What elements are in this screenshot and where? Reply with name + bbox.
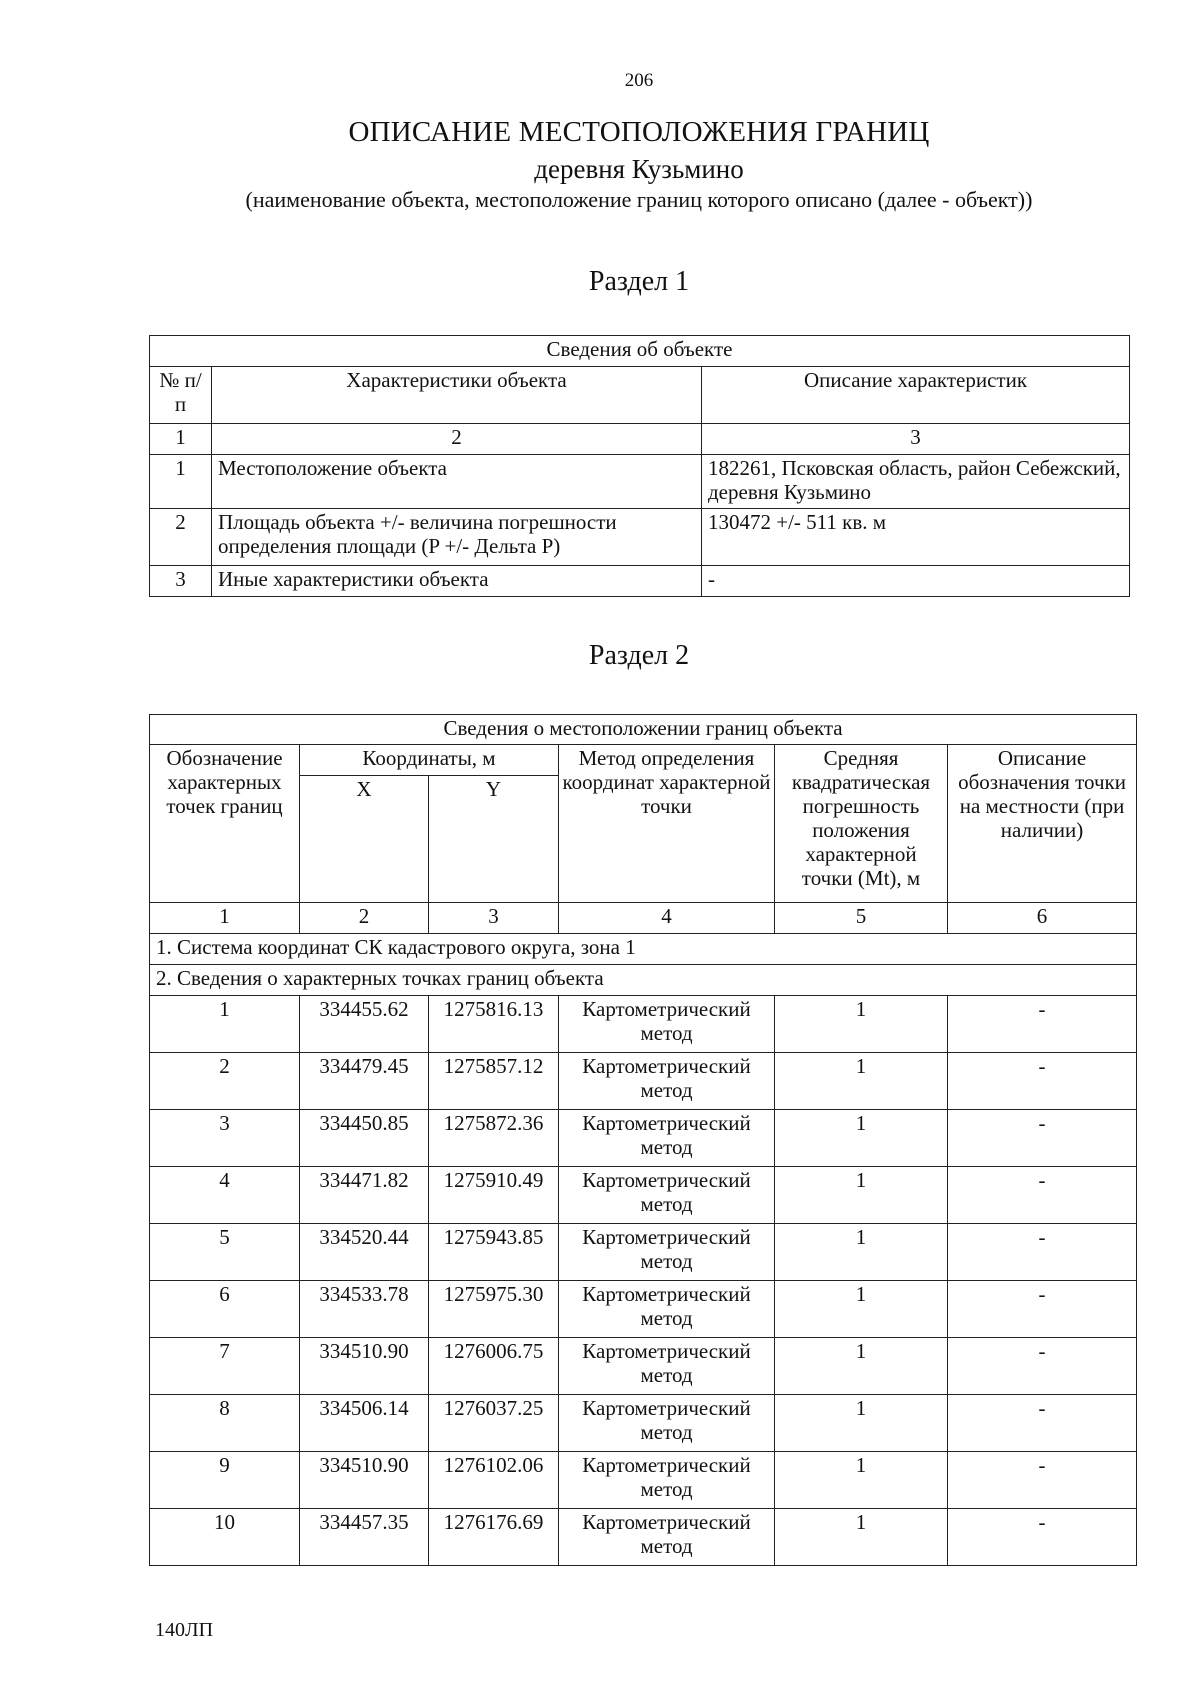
section2-title: Раздел 2 [588,640,690,671]
page-number: 206 [624,70,654,91]
table-row [150,1281,1137,1338]
description-cell: - [948,1110,1137,1167]
header-characteristic: Характеристики объекта [212,367,702,424]
method-cell: Картометрический метод [559,996,775,1053]
description-cell: - [948,1395,1137,1452]
method-cell: Картометрический метод [559,1224,775,1281]
header-description: Описание обозначения точки на местности (при наличии) [948,745,1137,903]
table-row [150,1338,1137,1395]
method-cell: Картометрический метод [559,1509,775,1566]
point-cell: 10 [150,1509,300,1566]
point-cell: 7 [150,1338,300,1395]
y-cell: 1275857.12 [429,1053,559,1110]
point-cell: 1 [150,996,300,1053]
x-cell: 334455.62 [300,996,429,1053]
table-row [150,1452,1137,1509]
object-info-table [149,335,1130,597]
description-cell: - [948,1053,1137,1110]
header-error: Средняя квадратическая погрешность положения характерной точки (Mt), м [775,745,948,903]
table-row [150,1224,1137,1281]
column-number: 4 [559,903,775,934]
x-cell: 334506.14 [300,1395,429,1452]
point-cell: 2 [150,1053,300,1110]
error-cell: 1 [775,1281,948,1338]
header-method: Метод определения координат характерной точки [559,745,775,903]
error-cell: 1 [775,1395,948,1452]
coordinate-system-row: 1. Система координат СК кадастрового округа, зона 1 [150,934,1137,965]
description-cell: - [948,1224,1137,1281]
error-cell: 1 [775,1224,948,1281]
header-y: Y [429,776,559,903]
points-caption-row: 2. Сведения о характерных точках границ объекта [150,965,1137,996]
point-cell: 4 [150,1167,300,1224]
boundary-points-table [149,714,1137,1566]
object-name: деревня Кузьмино [534,154,744,184]
section1-title: Раздел 1 [588,266,690,297]
point-cell: 3 [150,1110,300,1167]
description-cell: - [948,1338,1137,1395]
method-cell: Картометрический метод [559,1110,775,1167]
table-row [150,509,1130,566]
footer-code: 140ЛП [155,1619,214,1641]
table-row [150,996,1137,1053]
y-cell: 1275943.85 [429,1224,559,1281]
error-cell: 1 [775,996,948,1053]
y-cell: 1276102.06 [429,1452,559,1509]
error-cell: 1 [775,1110,948,1167]
y-cell: 1275910.49 [429,1167,559,1224]
table-row [150,1395,1137,1452]
header-number: № п/п [150,367,212,424]
y-cell: 1276176.69 [429,1509,559,1566]
column-number: 1 [150,424,212,455]
column-number: 3 [429,903,559,934]
header-x: X [300,776,429,903]
point-cell: 6 [150,1281,300,1338]
x-cell: 334510.90 [300,1338,429,1395]
method-cell: Картометрический метод [559,1281,775,1338]
table-row [150,1167,1137,1224]
table-row [150,1509,1137,1566]
table-row [150,566,1130,597]
description-cell: - [948,996,1137,1053]
column-number: 2 [300,903,429,934]
column-number: 6 [948,903,1137,934]
row-number: 1 [150,455,212,509]
description-cell: - [948,1167,1137,1224]
description-cell: - [948,1452,1137,1509]
column-number: 1 [150,903,300,934]
error-cell: 1 [775,1509,948,1566]
row-number: 3 [150,566,212,597]
table-row [150,1110,1137,1167]
header-description: Описание характеристик [702,367,1130,424]
description-cell: 182261, Псковская область, район Себежский, деревня Кузьмино [702,455,1130,509]
error-cell: 1 [775,1338,948,1395]
column-number: 5 [775,903,948,934]
point-cell: 8 [150,1395,300,1452]
method-cell: Картометрический метод [559,1338,775,1395]
object-caption: (наименование объекта, местоположение границ которого описано (далее - объект)) [245,187,1033,212]
description-cell: - [702,566,1130,597]
document-title: ОПИСАНИЕ МЕСТОПОЛОЖЕНИЯ ГРАНИЦ [348,116,930,148]
y-cell: 1276037.25 [429,1395,559,1452]
y-cell: 1275816.13 [429,996,559,1053]
description-cell: - [948,1281,1137,1338]
table-row [150,1053,1137,1110]
y-cell: 1276006.75 [429,1338,559,1395]
column-number: 3 [702,424,1130,455]
x-cell: 334479.45 [300,1053,429,1110]
method-cell: Картометрический метод [559,1167,775,1224]
header-point: Обозначение характерных точек границ [150,745,300,903]
point-cell: 5 [150,1224,300,1281]
method-cell: Картометрический метод [559,1452,775,1509]
characteristic-cell: Местоположение объекта [212,455,702,509]
table-title: Сведения об объекте [150,336,1130,367]
header-coordinates: Координаты, м [300,745,559,776]
error-cell: 1 [775,1053,948,1110]
method-cell: Картометрический метод [559,1395,775,1452]
table-title: Сведения о местоположении границ объекта [150,715,1137,745]
x-cell: 334533.78 [300,1281,429,1338]
x-cell: 334471.82 [300,1167,429,1224]
x-cell: 334457.35 [300,1509,429,1566]
characteristic-cell: Иные характеристики объекта [212,566,702,597]
y-cell: 1275975.30 [429,1281,559,1338]
error-cell: 1 [775,1167,948,1224]
column-number: 2 [212,424,702,455]
table-row [150,455,1130,509]
error-cell: 1 [775,1452,948,1509]
x-cell: 334450.85 [300,1110,429,1167]
y-cell: 1275872.36 [429,1110,559,1167]
x-cell: 334520.44 [300,1224,429,1281]
method-cell: Картометрический метод [559,1053,775,1110]
description-cell: 130472 +/- 511 кв. м [702,509,1130,566]
x-cell: 334510.90 [300,1452,429,1509]
description-cell: - [948,1509,1137,1566]
characteristic-cell: Площадь объекта +/- величина погрешности определения площади (P +/- Дельта P) [212,509,702,566]
row-number: 2 [150,509,212,566]
point-cell: 9 [150,1452,300,1509]
